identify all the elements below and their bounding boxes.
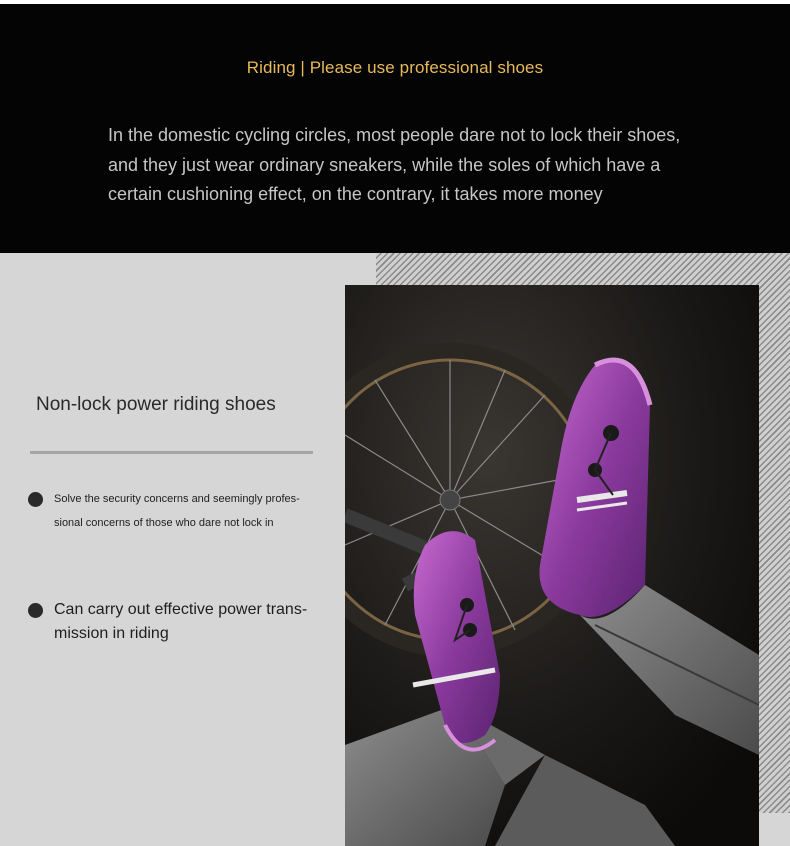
bullet-dot-icon [28, 603, 43, 618]
feature-bullet-power: Can carry out effective power trans-mission in riding [54, 601, 308, 642]
bullet-dot-icon [28, 492, 43, 507]
hero-description: In the domestic cycling circles, most people dare not to lock their shoes, and they just wear ordinary sneakers, while the soles of which have a certain cushioning effect, on the contrary, it takes more money [108, 125, 681, 204]
hero-banner [0, 4, 790, 253]
product-photo [345, 285, 759, 846]
purple-cycling-shoes-photo [345, 285, 759, 846]
feature-bullet-security: Solve the security concerns and seemingly profes-sional concerns of those who dare not lock in [54, 493, 300, 529]
feature-title: Non-lock power riding shoes [36, 394, 276, 415]
hero-title: Riding | Please use professional shoes [246, 58, 544, 77]
title-divider [30, 451, 313, 454]
